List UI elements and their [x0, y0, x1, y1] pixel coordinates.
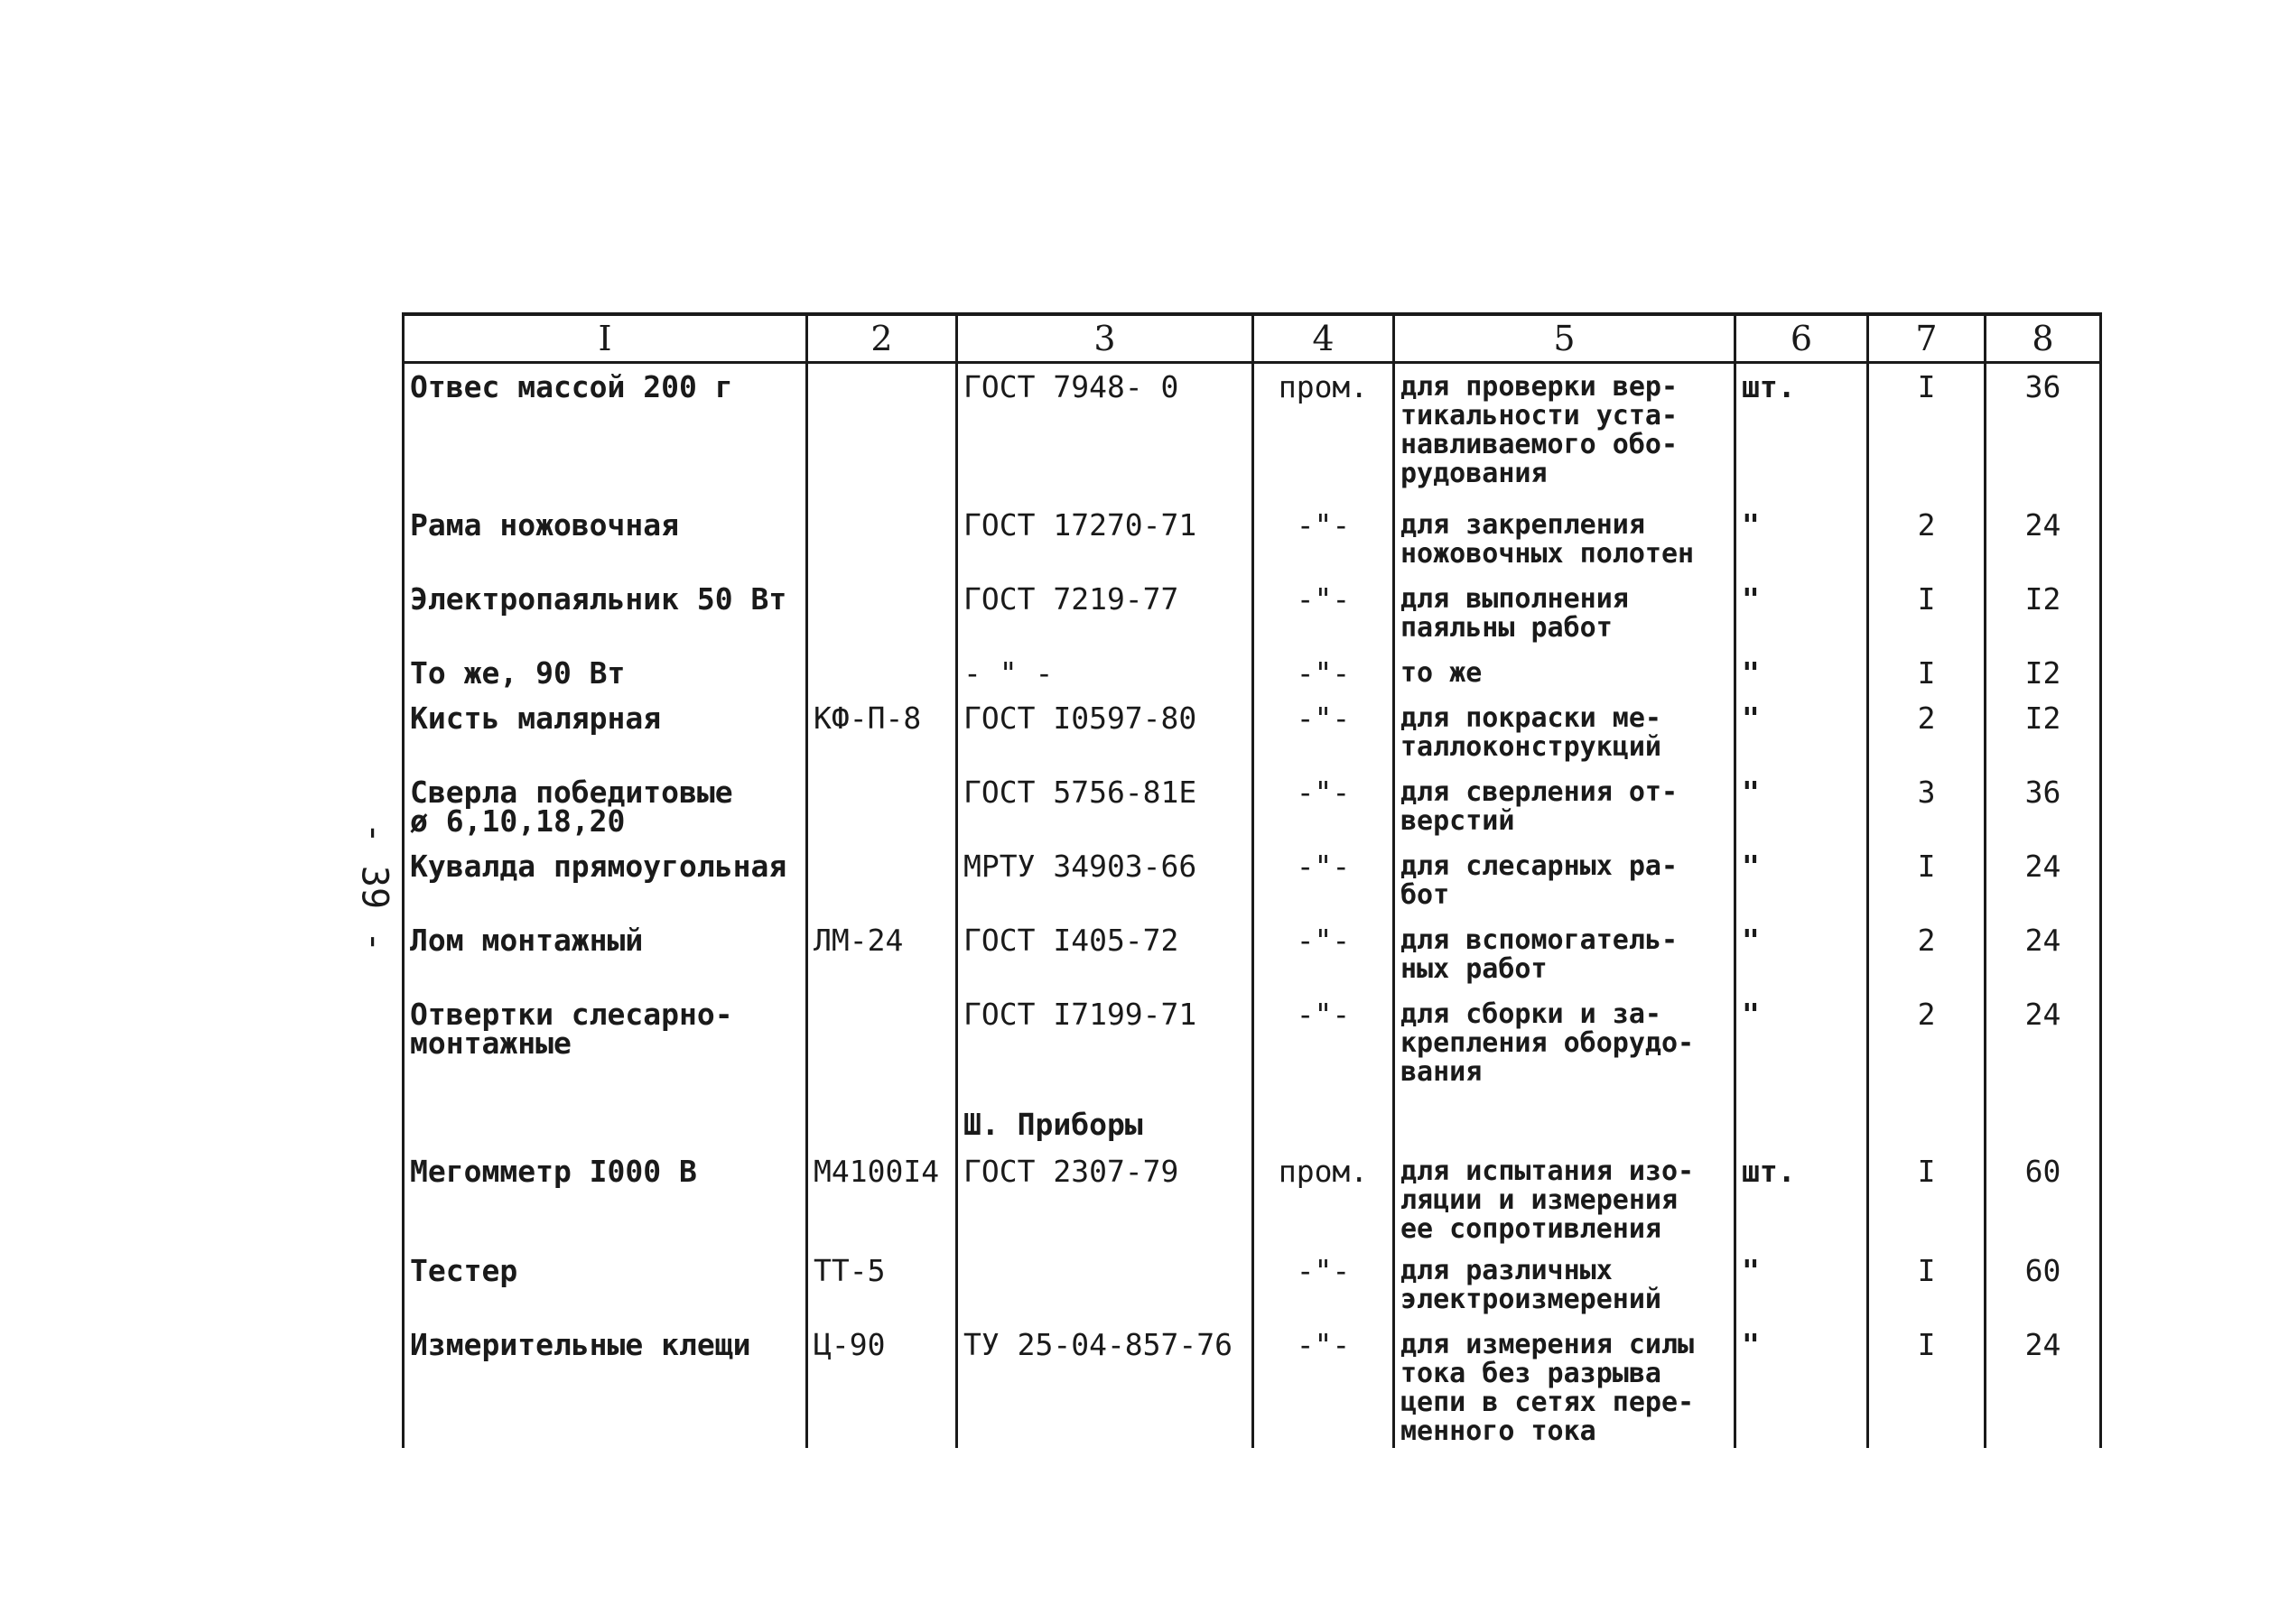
item-quantity: 2	[1868, 991, 1986, 1098]
column-header: 5	[1394, 314, 1735, 363]
column-header: 8	[1986, 314, 2101, 363]
item-purpose: для выполнения паяльны работ	[1394, 576, 1735, 650]
item-category: -"-	[1253, 650, 1394, 695]
item-unit: "	[1735, 502, 1868, 576]
item-name: Отвес массой 200 г	[404, 363, 807, 502]
item-category: -"-	[1253, 991, 1394, 1098]
item-name: Лом монтажный	[404, 917, 807, 991]
item-category: пром.	[1253, 363, 1394, 502]
column-header: 2	[807, 314, 957, 363]
item-quantity: I	[1868, 1322, 1986, 1448]
item-type: М4100I4	[807, 1148, 957, 1248]
column-header: 6	[1735, 314, 1868, 363]
item-period: 36	[1986, 363, 2101, 502]
item-name: Кувалда прямоугольная	[404, 843, 807, 917]
item-category: пром.	[1253, 1148, 1394, 1248]
item-type: ТТ-5	[807, 1248, 957, 1322]
item-quantity: 2	[1868, 917, 1986, 991]
item-unit: "	[1735, 991, 1868, 1098]
item-type: КФ-П-8	[807, 695, 957, 769]
item-category: -"-	[1253, 769, 1394, 843]
item-standard: ГОСТ I7199-71	[957, 991, 1253, 1098]
item-name: Отвертки слесарно- монтажные	[404, 991, 807, 1098]
table-row	[404, 843, 2101, 917]
item-standard: - " -	[957, 650, 1253, 695]
item-purpose: то же	[1394, 650, 1735, 695]
item-name: Рама ножовочная	[404, 502, 807, 576]
item-category: -"-	[1253, 917, 1394, 991]
table-row	[404, 769, 2101, 843]
item-period: 24	[1986, 917, 2101, 991]
table-row	[404, 363, 2101, 502]
item-category: -"-	[1253, 1322, 1394, 1448]
item-standard: ГОСТ 7948- 0	[957, 363, 1253, 502]
item-type	[807, 650, 957, 695]
item-standard: ГОСТ I0597-80	[957, 695, 1253, 769]
table-row	[404, 1322, 2101, 1448]
table-row	[404, 991, 2101, 1098]
item-period: I2	[1986, 650, 2101, 695]
item-purpose: для закрепления ножовочных полотен	[1394, 502, 1735, 576]
item-quantity: 2	[1868, 502, 1986, 576]
item-period: 36	[1986, 769, 2101, 843]
item-purpose: для вспомогатель- ных работ	[1394, 917, 1735, 991]
item-period: 24	[1986, 502, 2101, 576]
item-period: 60	[1986, 1248, 2101, 1322]
table-row	[404, 917, 2101, 991]
table-row	[404, 502, 2101, 576]
column-header: 4	[1253, 314, 1394, 363]
item-quantity: I	[1868, 1148, 1986, 1248]
item-standard: ГОСТ 17270-71	[957, 502, 1253, 576]
page-number: - 39 -	[353, 821, 395, 953]
item-unit: "	[1735, 576, 1868, 650]
item-name: Электропаяльник 50 Вт	[404, 576, 807, 650]
item-type	[807, 363, 957, 502]
item-quantity: 2	[1868, 695, 1986, 769]
item-quantity: I	[1868, 650, 1986, 695]
item-period: 24	[1986, 991, 2101, 1098]
item-quantity: I	[1868, 1248, 1986, 1322]
section-title: Ш. Приборы	[957, 1098, 1253, 1148]
item-unit: "	[1735, 695, 1868, 769]
item-name: Тестер	[404, 1248, 807, 1322]
column-header: 3	[957, 314, 1253, 363]
item-purpose: для сборки и за- крепления оборудо- вания	[1394, 991, 1735, 1098]
item-purpose: для испытания изо- ляции и измерения ее сопротивления	[1394, 1148, 1735, 1248]
item-purpose: для проверки вер- тикальности уста- навливаемого обо- рудования	[1394, 363, 1735, 502]
item-name: Мегомметр I000 В	[404, 1148, 807, 1248]
item-type: ЛМ-24	[807, 917, 957, 991]
item-purpose: для сверления от- верстий	[1394, 769, 1735, 843]
section-row	[404, 1098, 2101, 1148]
table-row	[404, 650, 2101, 695]
item-type	[807, 769, 957, 843]
item-category: -"-	[1253, 843, 1394, 917]
item-standard: ГОСТ 7219-77	[957, 576, 1253, 650]
item-unit: шт.	[1735, 363, 1868, 502]
column-header: 7	[1868, 314, 1986, 363]
item-unit: "	[1735, 650, 1868, 695]
equipment-table	[402, 312, 2102, 1448]
item-period: I2	[1986, 695, 2101, 769]
table-row	[404, 1148, 2101, 1248]
item-quantity: I	[1868, 843, 1986, 917]
item-standard: МРТУ 34903-66	[957, 843, 1253, 917]
item-unit: "	[1735, 1248, 1868, 1322]
item-period: 24	[1986, 1322, 2101, 1448]
item-type	[807, 502, 957, 576]
table-row	[404, 576, 2101, 650]
item-category: -"-	[1253, 1248, 1394, 1322]
item-standard: ГОСТ I405-72	[957, 917, 1253, 991]
item-unit: "	[1735, 1322, 1868, 1448]
item-purpose: для различных электроизмерений	[1394, 1248, 1735, 1322]
item-type	[807, 843, 957, 917]
item-standard: ТУ 25-04-857-76	[957, 1322, 1253, 1448]
item-standard: ГОСТ 5756-81Е	[957, 769, 1253, 843]
item-purpose: для слесарных ра- бот	[1394, 843, 1735, 917]
item-type	[807, 576, 957, 650]
item-name: Измерительные клещи	[404, 1322, 807, 1448]
item-purpose: для измерения силы тока без разрыва цепи в сетях пере- менного тока	[1394, 1322, 1735, 1448]
item-purpose: для покраски ме- таллоконструкций	[1394, 695, 1735, 769]
item-quantity: 3	[1868, 769, 1986, 843]
table-row	[404, 1248, 2101, 1322]
item-type: Ц-90	[807, 1322, 957, 1448]
item-category: -"-	[1253, 576, 1394, 650]
column-header: I	[404, 314, 807, 363]
item-type	[807, 991, 957, 1098]
item-quantity: I	[1868, 576, 1986, 650]
item-quantity: I	[1868, 363, 1986, 502]
item-period: I2	[1986, 576, 2101, 650]
header-row	[404, 314, 2101, 363]
item-period: 60	[1986, 1148, 2101, 1248]
item-unit: "	[1735, 843, 1868, 917]
item-unit: шт.	[1735, 1148, 1868, 1248]
item-name: То же, 90 Вт	[404, 650, 807, 695]
item-unit: "	[1735, 917, 1868, 991]
item-standard	[957, 1248, 1253, 1322]
table-row	[404, 695, 2101, 769]
item-name: Сверла победитовые ø 6,10,18,20	[404, 769, 807, 843]
item-standard: ГОСТ 2307-79	[957, 1148, 1253, 1248]
item-category: -"-	[1253, 502, 1394, 576]
item-name: Кисть малярная	[404, 695, 807, 769]
item-category: -"-	[1253, 695, 1394, 769]
item-period: 24	[1986, 843, 2101, 917]
item-unit: "	[1735, 769, 1868, 843]
